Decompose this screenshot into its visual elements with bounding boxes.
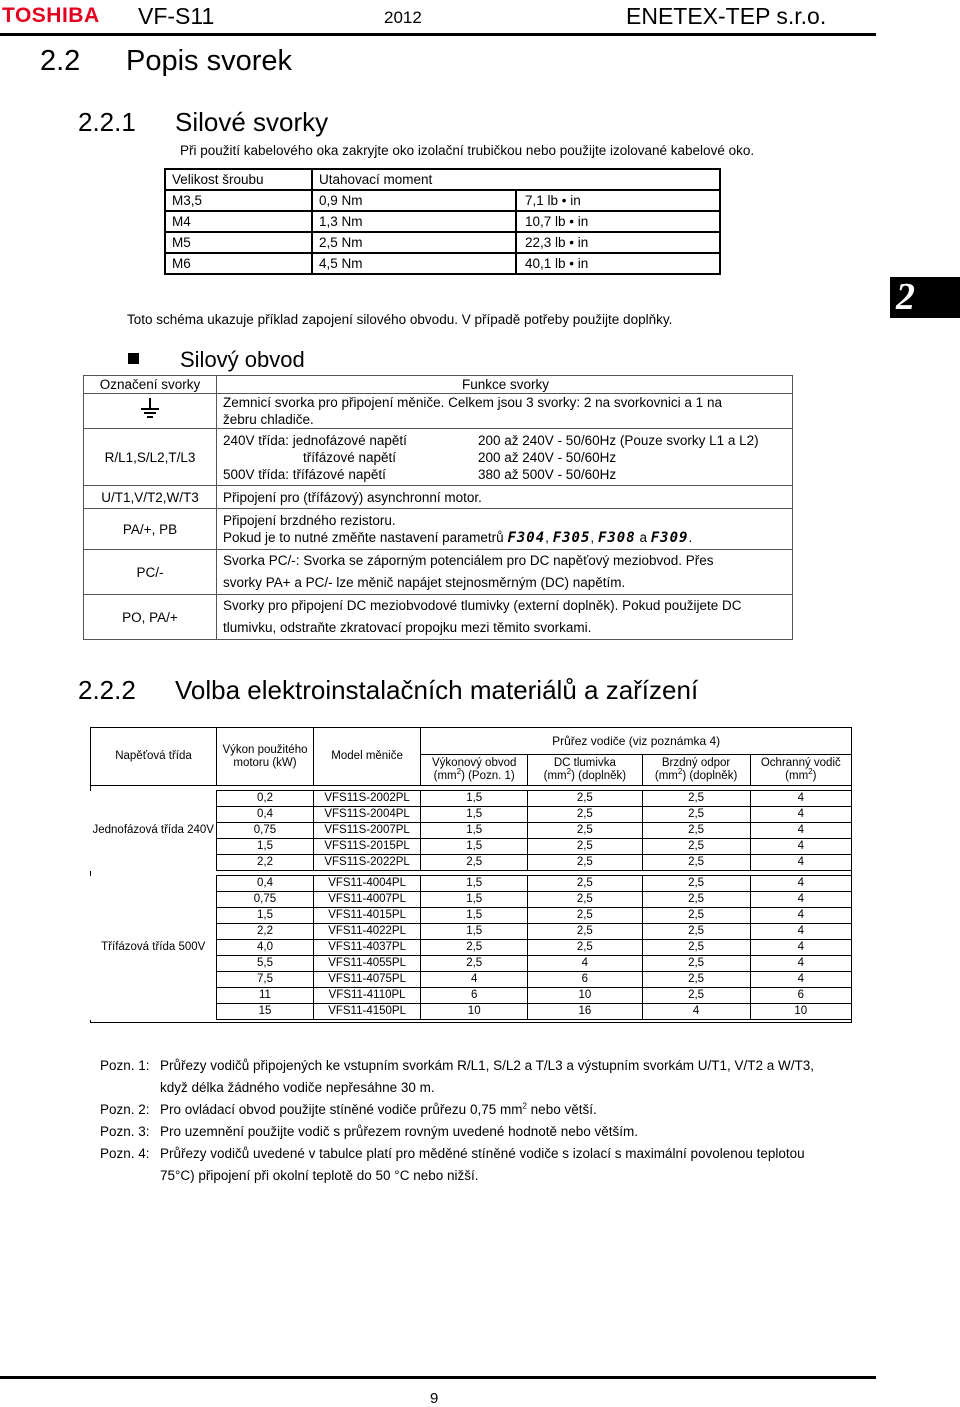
ground-line1: Zemnicí svorka pro připojení měniče. Celkem jsou 3 svorky: 2 na svorkovnici a 1 na [223,395,722,410]
terminal-table [83,375,793,640]
dc-reactor-line2: tlumivku, odstraňte zkratovací propojku mezi těmito svorkami. [223,620,592,635]
cable-cell: 2,5 [642,839,750,855]
schema-note: Toto schéma ukazuje příklad zapojení silového obvodu. V případě potřeby použijte doplňky. [127,312,673,327]
page-number: 9 [430,1390,439,1407]
terminal-row-dc-neg [84,550,793,595]
cable-cell: VFS11-4110PL [313,988,420,1004]
input-line [223,449,788,466]
note-body: Pro uzemnění použijte vodič s průřezem rovným uvedené hodnotě nebo větším. [160,1124,639,1139]
torque-row [165,232,720,253]
cable-cell: 16 [528,1004,642,1020]
cable-cell: 4 [750,972,851,988]
cable-cell: 2,5 [528,807,642,823]
cable-cell: 2,5 [642,972,750,988]
cable-cell: 2,5 [642,956,750,972]
torque-cell: M3,5 [165,190,312,211]
subsection2-title: Volba elektroinstalačních materiálů a zařízení [175,675,699,705]
cable-cell: 4 [750,791,851,807]
input-class-240-1: 240V třída: jednofázové napětí [223,432,407,448]
note-body [160,1055,814,1099]
cable-cell: 2,5 [642,876,750,892]
param-f308: F308 [597,529,636,546]
group1 [91,791,852,1023]
section-number: 2.2 [40,45,81,77]
ground-function [217,394,793,429]
header-rule [0,33,876,36]
cable-header-class: Napěťová třída [91,728,217,786]
subsection1-heading [78,107,328,138]
cable-cell: 4 [750,839,851,855]
note-text: Pro ovládací obvod použijte stíněné vodiče průřezu 0,75 mm [160,1102,523,1117]
cable-cell: 6 [528,972,642,988]
cable-cell: 6 [421,988,528,1004]
brake-function [217,509,793,550]
cable-cell: 4 [642,1004,750,1020]
sup: 2 [566,767,572,777]
power-circuit-title: Silový obvod [180,347,305,372]
cable-header-cross-section: Průřez vodiče (viz poznámka 4) [421,728,852,755]
brake-line2-text: Pokud je to nutné změňte nastavení parametrů [223,529,504,545]
torque-cell: 1,3 Nm [312,211,516,232]
torque-header-row [165,169,720,190]
cable-cell: 2,5 [642,791,750,807]
cable-cell: VFS11-4007PL [313,892,420,908]
cable-cell: 4 [528,956,642,972]
cable-cell: 4 [750,855,851,871]
terminal-row-brake [84,509,793,550]
torque-cell: 2,5 Nm [312,232,516,253]
terminal-label-dc-reactor: PO, PA/+ [84,595,217,640]
dc-neg-line1: Svorka PC/-: Svorka se záporným potenciálem pro DC napěťový meziobvod. Přes [223,553,714,568]
cable-cell: VFS11S-2004PL [313,807,420,823]
cable-cell: VFS11S-2015PL [313,839,420,855]
cable-cell: 2,5 [421,956,528,972]
cable-cell: 4,0 [216,940,313,956]
torque-cell: 7,1 lb • in [516,190,720,211]
bullet-square-icon [128,353,139,364]
cable-cell: 2,5 [642,908,750,924]
cable-cell: 2,5 [642,924,750,940]
note: ) (doplněk) [571,770,627,782]
cable-cell: 2,5 [421,940,528,956]
cable-cell: 4 [750,876,851,892]
cable-cell: 2,5 [528,855,642,871]
torque-cell: M4 [165,211,312,232]
cable-cell: 4 [750,892,851,908]
cable-cell: 6 [750,988,851,1004]
note: ) (Pozn. 1) [461,770,515,782]
subsection1-number: 2.2.1 [78,107,136,137]
cable-cell: 1,5 [421,924,528,940]
cable-cell: 1,5 [216,839,313,855]
unit: (mm [543,770,567,782]
cable-cell: 2,5 [528,823,642,839]
note: ) (doplněk) [682,770,738,782]
terminal-row-output [84,486,793,509]
cable-cell: 2,5 [421,855,528,871]
cable-cell: VFS11-4037PL [313,940,420,956]
param-f305: F305 [552,529,591,546]
note-key: Pozn. 4: [100,1146,150,1161]
cable-cell: 7,5 [216,972,313,988]
input-line [223,466,788,483]
torque-cell: 22,3 lb • in [516,232,720,253]
comma: , [590,529,595,545]
cable-cell: VFS11S-2002PL [313,791,420,807]
note-body [160,1143,805,1187]
cable-cell: VFS11S-2007PL [313,823,420,839]
sup: 2 [456,767,462,777]
brake-line2 [645,767,748,783]
cable-cell: 2,5 [642,855,750,871]
subsection2-number: 2.2.2 [78,675,136,705]
cable-cell: VFS11-4150PL [313,1004,420,1020]
notes [100,1055,890,1187]
unit: (mm [785,770,809,782]
note-text: nebo větší. [526,1102,597,1117]
section-title: Popis svorek [126,45,293,77]
cable-cell: 2,2 [216,855,313,871]
cable-cell: 1,5 [421,839,528,855]
cable-cell: 0,75 [216,892,313,908]
cable-cell: 4 [421,972,528,988]
section-heading [40,45,292,78]
input-voltage-240-3: 200 až 240V - 50/60Hz [478,449,617,465]
dc-line1: DC tlumivka [553,757,616,769]
main-line1: Výkonový obvod [432,757,517,769]
terminal-header-label: Označení svorky [84,376,217,394]
cable-header-dc [528,755,642,786]
note-line: když délka žádného vodiče nepřesáhne 30 m. [160,1080,435,1095]
cable-cell: 4 [750,807,851,823]
header-model: VF-S11 [138,3,215,29]
cable-cell: 4 [750,924,851,940]
cable-cell: 2,5 [642,823,750,839]
cable-cell: VFS11-4055PL [313,956,420,972]
torque-header-cell: Utahovací moment [312,169,516,190]
cable-cell: VFS11-4004PL [313,876,420,892]
cable-cell: 1,5 [421,791,528,807]
note-3 [100,1121,890,1143]
param-f304: F304 [507,529,546,546]
cable-cell: 2,5 [642,940,750,956]
torque-cell: M6 [165,253,312,274]
note-line: Průřezy vodičů připojených ke vstupním svorkám R/L1, S/L2 a T/L3 a výstupním svorkám U/T1, V/T2 a W/T3, [160,1058,814,1073]
cable-cell: 1,5 [421,908,528,924]
torque-header-cell: Velikost šroubu [165,169,312,190]
cable-cell: 4 [750,908,851,924]
cable-cell: 5,5 [216,956,313,972]
note-4 [100,1143,890,1187]
torque-row [165,190,720,211]
ground-line2 [753,767,849,783]
cable-cell: 15 [216,1004,313,1020]
terminal-header-function: Funkce svorky [217,376,793,394]
cable-cell: 2,5 [528,876,642,892]
cable-cell: 2,5 [528,791,642,807]
input-voltage-500: 380 až 500V - 50/60Hz [478,466,617,482]
header-year: 2012 [384,8,422,27]
cable-cell: 1,5 [421,807,528,823]
cable-header-main [421,755,528,786]
note-line: Průřezy vodičů uvedené v tabulce platí pro měděné stíněné vodiče s izolací s maximální povolenou teplotou [160,1146,805,1161]
cable-cell: VFS11-4075PL [313,972,420,988]
cable-cell: 2,2 [216,924,313,940]
footer-rule [0,1376,876,1379]
cable-cell: 1,5 [421,823,528,839]
terminal-label-brake: PA/+, PB [84,509,217,550]
cable-cell: VFS11S-2022PL [313,855,420,871]
terminal-label-input: R/L1,S/L2,T/L3 [84,429,217,486]
torque-header-cell [516,169,720,190]
terminal-row-ground [84,394,793,429]
note-key: Pozn. 3: [100,1124,150,1139]
cable-header-model: Model měniče [313,728,420,786]
brake-line1: Brzdný odpor [661,757,731,769]
and-word: a [639,529,647,545]
note-line: 75°C) připojení při okolní teplotě do 50 °C nebo nižší. [160,1168,479,1183]
cable-row [91,876,852,892]
comma: , [545,529,549,545]
dc-reactor-function [217,595,793,640]
note-key: Pozn. 1: [100,1058,150,1073]
unit: (mm [654,770,678,782]
cable-header-power: Výkon použitého motoru (kW) [216,728,313,786]
cable-header-row [91,728,852,755]
subsection1-title: Silové svorky [175,107,329,137]
cable-cell: 2,5 [528,908,642,924]
cable-cell: 2,5 [642,892,750,908]
brand-logo: TOSHIBA [2,4,100,27]
torque-row [165,253,720,274]
cable-cell: 4 [750,956,851,972]
ground-line1: Ochranný vodič [760,757,841,769]
terminal-label-output: U/T1,V/T2,W/T3 [84,486,217,509]
cable-cell: 0,4 [216,807,313,823]
sup: 2 [808,767,813,777]
voltage-class-label: Třífázová třída 500V [101,941,206,953]
cable-cell: 10 [528,988,642,1004]
sup: 2 [522,1101,527,1111]
sep-cell [91,1020,852,1023]
input-voltage-240-1: 200 až 240V - 50/60Hz (Pouze svorky L1 a L2) [478,432,759,448]
cable-table [90,727,852,1023]
terminal-row-dc-reactor [84,595,793,640]
input-class-240-3: třífázové napětí [303,449,397,465]
separator [91,1020,852,1023]
terminal-label-dc-neg: PC/- [84,550,217,595]
note-1 [100,1055,890,1099]
note-key: Pozn. 2: [100,1102,150,1117]
dc-line2 [530,767,639,783]
cable-cell: 2,5 [528,892,642,908]
cable-cell: VFS11-4015PL [313,908,420,924]
cable-cell: 2,5 [528,924,642,940]
intro-text: Při použití kabelového oka zakryjte oko izolační trubičkou nebo použijte izolované kabelové oko. [180,143,755,158]
unit: (mm [433,770,457,782]
ground-icon [136,396,164,422]
torque-cell: M5 [165,232,312,253]
main-line2 [423,767,525,783]
note-body [160,1099,597,1121]
chapter-tab: 2 [890,277,960,318]
torque-cell: 4,5 Nm [312,253,516,274]
cable-cell: 2,5 [642,988,750,1004]
input-class-500: 500V třída: třífázové napětí [223,466,386,482]
brake-line2 [223,529,788,547]
torque-cell: 0,9 Nm [312,190,516,211]
cable-cell: 4 [750,823,851,839]
cable-cell: 10 [750,1004,851,1020]
torque-row [165,211,720,232]
cable-cell: 2,5 [528,839,642,855]
cable-cell: 1,5 [421,892,528,908]
dc-neg-line2: svorky PA+ a PC/- lze měnič napájet stejnosměrným (DC) napětím. [223,575,626,590]
terminal-header-row [84,376,793,394]
subsection2-heading [78,675,698,706]
cable-cell: 2,5 [528,940,642,956]
header-company: ENETEX-TEP s.r.o. [626,3,827,29]
cable-cell: 11 [216,988,313,1004]
torque-table [164,168,721,275]
cable-cell: 10 [421,1004,528,1020]
cable-cell: VFS11-4022PL [313,924,420,940]
input-function [217,429,793,486]
dc-neg-function [217,550,793,595]
cable-cell: 4 [750,940,851,956]
terminal-row-input [84,429,793,486]
torque-cell: 10,7 lb • in [516,211,720,232]
brake-line1: Připojení brzdného rezistoru. [223,512,396,528]
period: . [688,529,693,545]
cable-header-brake [642,755,750,786]
input-line [223,432,788,449]
cable-cell: 0,75 [216,823,313,839]
cable-cell: 1,5 [216,908,313,924]
ground-line2: žebru chladiče. [223,412,314,427]
sup: 2 [677,767,683,777]
cable-header-ground [750,755,851,786]
cable-cell: 2,5 [642,807,750,823]
voltage-class-label: Jednofázová třída 240V [92,824,214,836]
note: ) [812,770,817,782]
cable-cell: 1,5 [421,876,528,892]
ground-symbol-cell [84,394,217,429]
output-function: Připojení pro (třífázový) asynchronní motor. [217,486,793,509]
cable-cell: 0,2 [216,791,313,807]
param-f309: F309 [650,529,689,546]
cable-row [91,791,852,807]
note-2 [100,1099,890,1121]
cable-cell: 0,4 [216,876,313,892]
dc-reactor-line1: Svorky pro připojení DC meziobvodové tlumivky (externí doplněk). Pokud použijete DC [223,598,742,613]
torque-cell: 40,1 lb • in [516,253,720,274]
